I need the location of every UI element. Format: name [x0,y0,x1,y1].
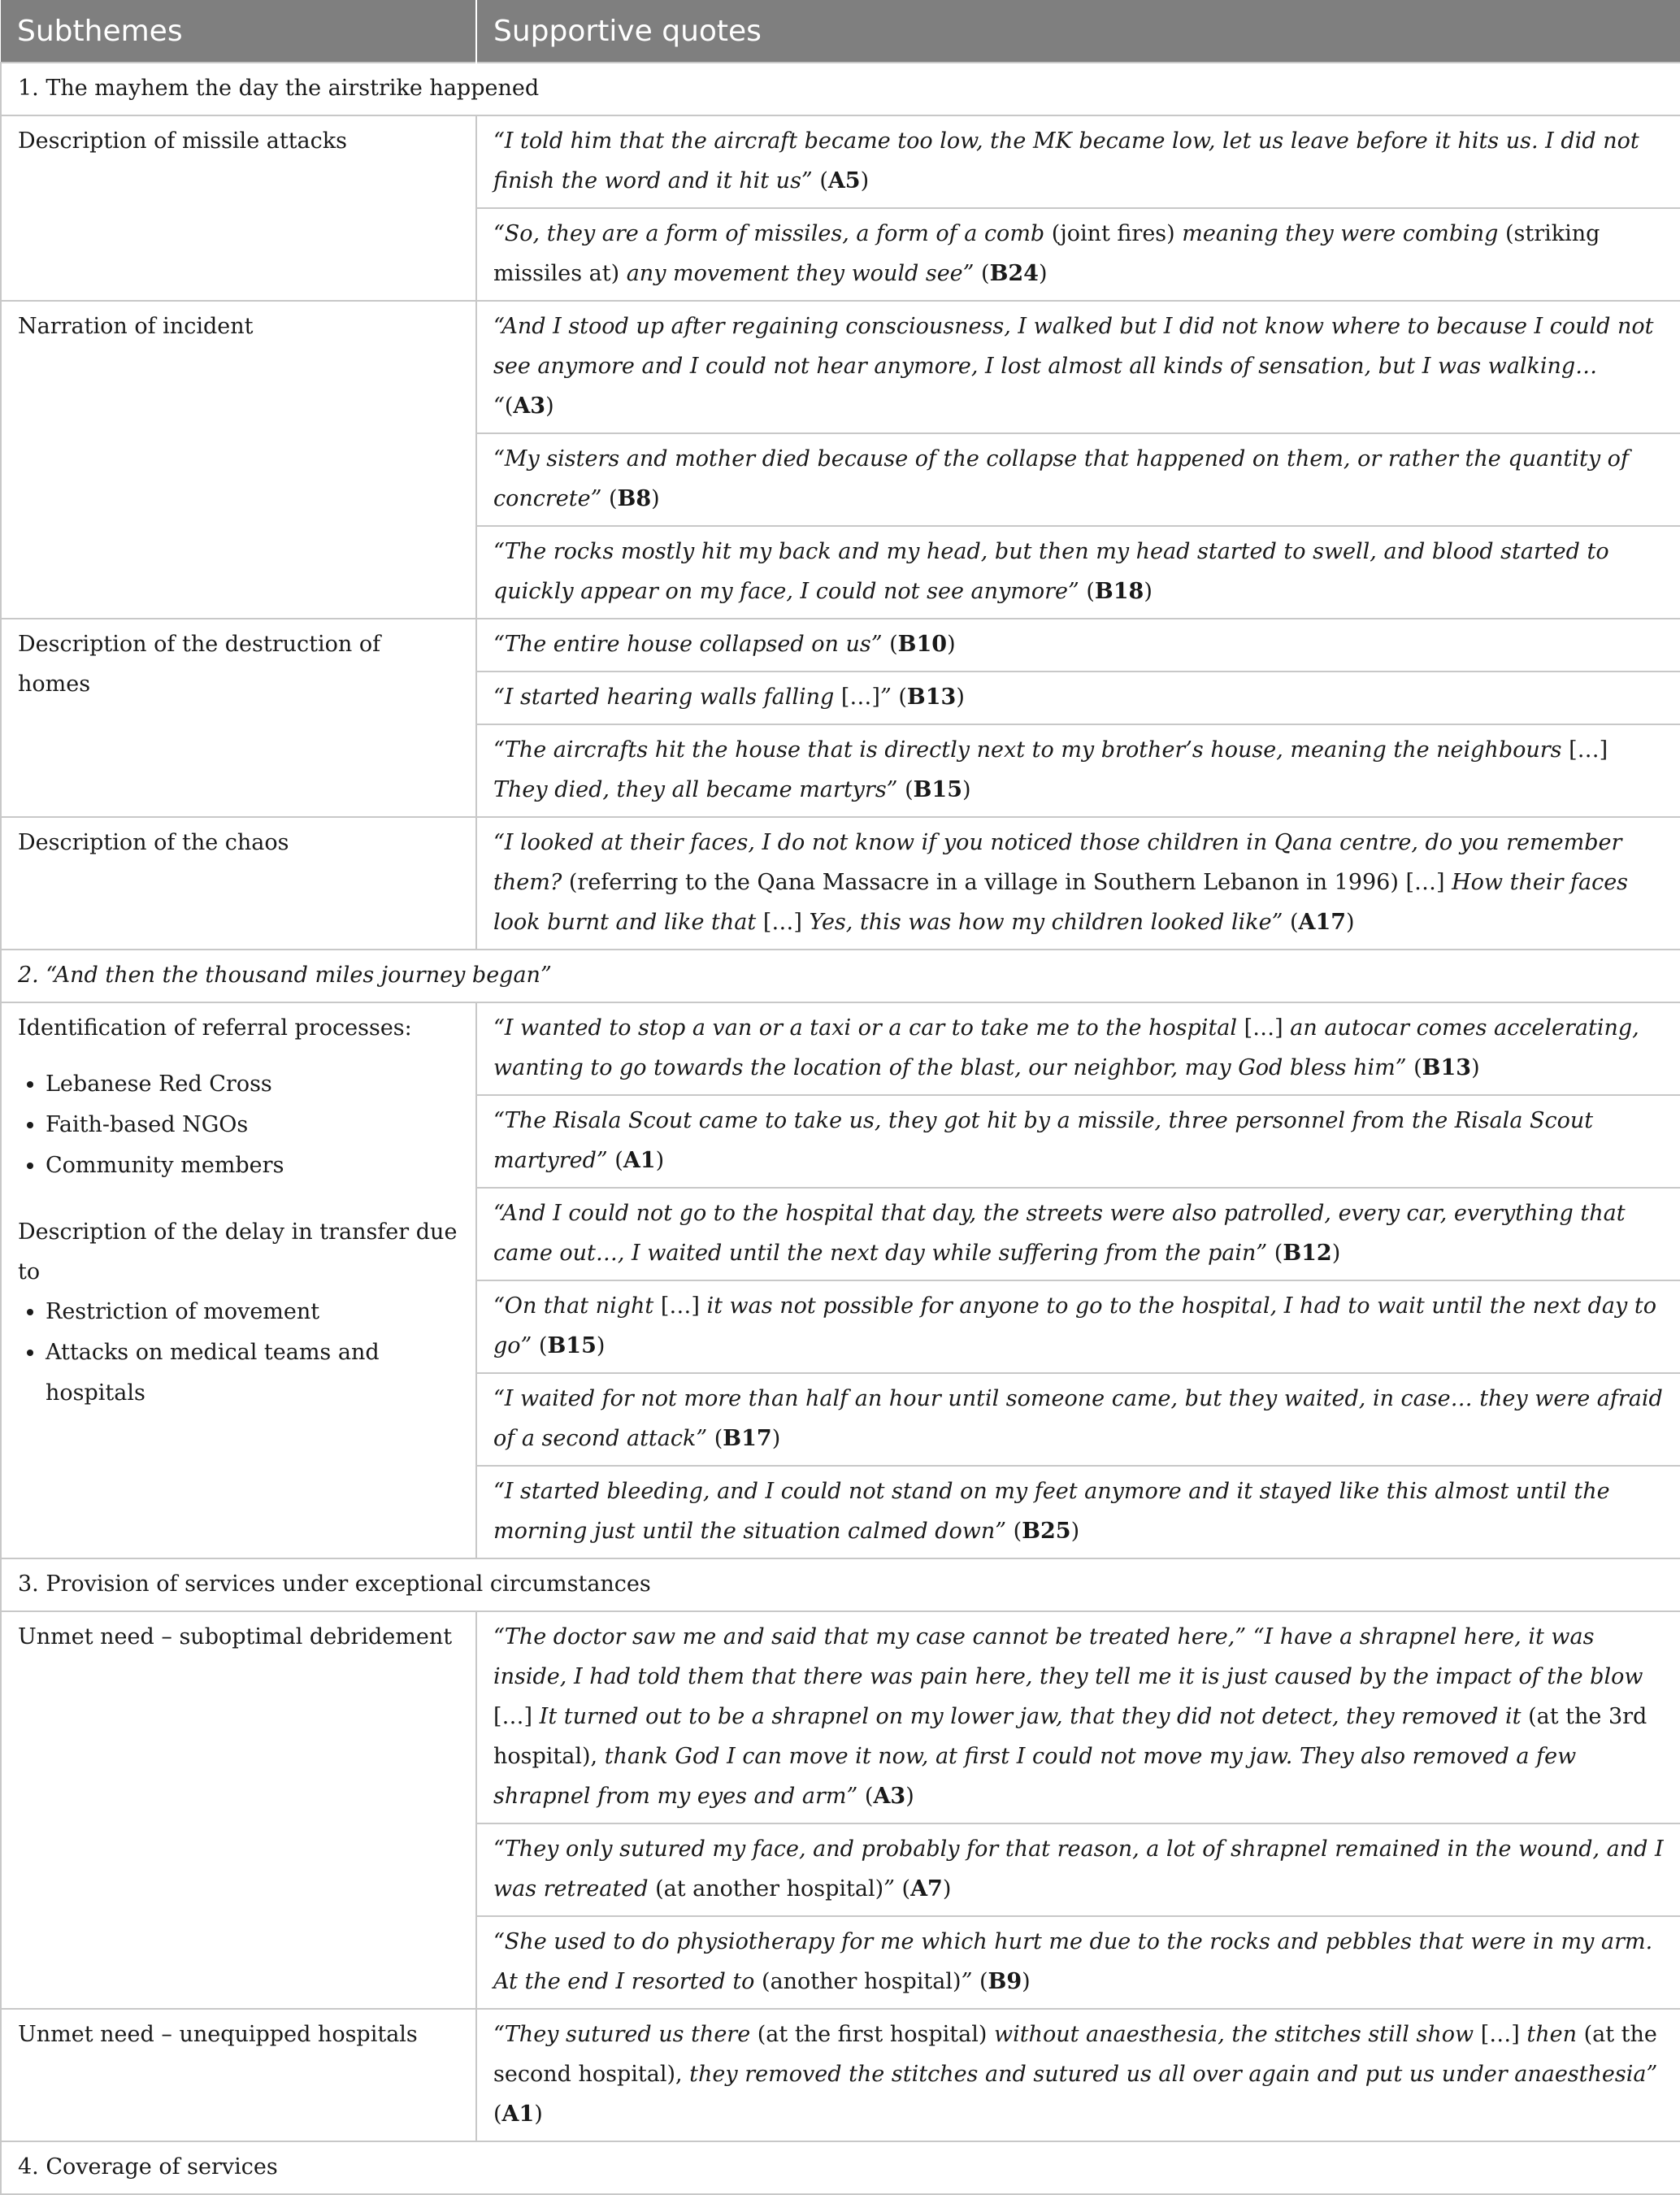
quote-text: “I waited for not more than half an hour until someone came, but they waited, in case… they were afraid of a second attack” [493,1386,1663,1451]
quote-text: They died, they all became martyrs” [493,777,898,802]
subtheme-suboptimal-debridement: Unmet need – suboptimal debridement [1,1611,476,2009]
quote-annotation: (striking missiles at) [493,221,1600,286]
quote-cell: “I wanted to stop a van or a taxi or a car to take me to the hospital […] an autocar comes accelerating, wanting to go towards the location of the blast, our neighbor, may God bless him” (B13) [476,1002,1680,1095]
quote-annotation: […] [1569,737,1608,763]
quote-cell: “I started hearing walls falling […]” (B13) [476,672,1680,724]
header-supportive-quotes: Supportive quotes [476,0,1680,63]
quote-text: “I wanted to stop a van or a taxi or a car to take me to the hospital [493,1015,1244,1041]
table-row [1,115,1680,208]
theme-2-text: 2. “And then the thousand miles journey began” [18,963,552,988]
quote-text: “So, they are a form of missiles, a form of a comb [493,221,1052,246]
participant-code: A1 [623,1148,656,1173]
quote-text: “The aircrafts hit the house that is directly next to my brother’s house, meaning the neighbours [493,737,1569,763]
quote-annotation: […] [1480,2022,1520,2047]
quote-annotation: […] [493,1704,533,1729]
theme-row [1,2141,1680,2194]
participant-code: A5 [827,168,861,193]
participant-code: B12 [1283,1241,1332,1266]
table-row [1,1611,1680,1823]
quote-text: “And I could not go to the hospital that day, the streets were also patrolled, every car, everything that came out…, I waited until the next day while suffering from the pain” [493,1201,1626,1266]
participant-code: B15 [547,1333,597,1358]
participant-code: A3 [873,1784,906,1809]
quote-cell: “So, they are a form of missiles, a form of a comb (joint fires) meaning they were combing (striking missiles at) any movement they would see” (B24) [476,208,1680,301]
theme-row [1,63,1680,115]
participant-code: B24 [989,261,1039,286]
quote-annotation: (at the 3rd hospital), [493,1704,1647,1769]
quote-text: “They sutured us there [493,2022,758,2047]
quote-cell: “I waited for not more than half an hour until someone came, but they waited, in case… they were afraid of a second attack” (B17) [476,1373,1680,1466]
delay-heading: Description of the delay in transfer due to [18,1219,458,1284]
participant-code: B17 [723,1426,772,1451]
subtheme-narration: Narration of incident [1,301,476,619]
theme-3-title: 3. Provision of services under exceptional circumstances [1,1558,1680,1611]
quote-cell: “And I could not go to the hospital that day, the streets were also patrolled, every car, everything that came out…, I waited until the next day while suffering from the pain” (B12) [476,1188,1680,1280]
participant-code: A3 [513,393,546,419]
quote-text: “The Risala Scout came to take us, they got hit by a missile, three personnel from the Risala Scout martyred” [493,1108,1594,1173]
theme-4-title: 4. Coverage of services [1,2141,1680,2194]
quote-text: ” [961,1969,973,1994]
table-row [1,2009,1680,2141]
quote-text: they removed the stitches and sutured us all over again and put us under anaesthesia” [682,2062,1658,2087]
subtheme-destruction: Description of the destruction of homes [1,619,476,817]
quote-annotation: (joint fires) [1051,221,1175,246]
quote-text: “She used to do physiotherapy for me which hurt me due to the rocks and pebbles that were in my arm. At the end I resorted to [493,1929,1653,1994]
quote-cell: “The aircrafts hit the house that is directly next to my brother’s house, meaning the neighbours […] They died, they all became martyrs” (B15) [476,724,1680,817]
quote-annotation: (at the first hospital) [757,2022,988,2047]
participant-code: B25 [1022,1519,1071,1544]
quote-text: “They only sutured my face, and probably for that reason, a lot of shrapnel remained in the wound, and I was retreated [493,1836,1664,1902]
quote-cell: “On that night […] it was not possible for anyone to go to the hospital, I had to wait until the next day to go” (B15) [476,1280,1680,1373]
table-row [1,1002,1680,1095]
quote-cell: “And I stood up after regaining consciousness, I walked but I did not know where to because I could not see anymore and I could not hear anymore, I lost almost all kinds of sensation, but I was walking… “(A3) [476,301,1680,433]
list-item: • Community members [46,1145,459,1186]
subtheme-chaos: Description of the chaos [1,817,476,950]
list-item: • Faith-based NGOs [46,1105,459,1145]
participant-code: A17 [1298,910,1347,935]
quote-annotation: (at the second hospital), [493,2022,1657,2087]
quote-text: then [1519,2022,1584,2047]
quote-cell: “The entire house collapsed on us” (B10) [476,619,1680,672]
quote-cell: “The rocks mostly hit my back and my head, but then my head started to swell, and blood started to quickly appear on my face, I could not see anymore” (B18) [476,526,1680,619]
quote-text: without anaesthesia, the stitches still show [987,2022,1481,2047]
participant-code: B9 [988,1969,1022,1994]
quote-text: “And I stood up after regaining consciousness, I walked but I did not know where to because I could not see anymore and I could not hear anymore, I lost almost all kinds of sensation, but I was walking… “ [493,314,1654,419]
referral-heading: Identification of referral processes: [18,1015,412,1041]
quote-text: “I started hearing walls falling [493,685,841,710]
subtheme-referral-and-delay [1,1002,476,1558]
table-row [1,619,1680,672]
participant-code: B8 [617,486,652,511]
quote-cell: “The Risala Scout came to take us, they got hit by a missile, three personnel from the Risala Scout martyred” (A1) [476,1095,1680,1188]
theme-row [1,1558,1680,1611]
quote-annotation: […] [1244,1015,1283,1041]
quote-text: “On that night [493,1293,661,1319]
table-row [1,817,1680,950]
quote-text: “I told him that the aircraft became too low, the MK became low, let us leave before it hits us. I did not finish the word and it hit us” [493,128,1639,193]
list-item: • Restriction of movement [46,1292,459,1332]
table-row [1,301,1680,433]
quote-text: “My sisters and mother died because of the collapse that happened on them, or rather the quantity of concrete” [493,446,1629,511]
quote-text: any movement they would see” [619,261,975,286]
theme-2-title [1,950,1680,1002]
quote-text: “I started bleeding, and I could not stand on my feet anymore and it stayed like this almost until the morning just until the situation calmed down” [493,1479,1610,1544]
quote-annotation: […] [762,910,810,935]
participant-code: A1 [501,2102,535,2127]
participant-code: A7 [910,1876,943,1902]
quote-cell: “They sutured us there (at the first hospital) without anaesthesia, the stitches still show […] then (at the second hospital), they removed the stitches and sutured us all over again and put us under anaesthesia” (A1) [476,2009,1680,2141]
quote-cell: “I looked at their faces, I do not know if you noticed those children in Qana centre, do you remember them? (referring to the Qana Massacre in a village in Southern Lebanon in 1996) […] How their faces look burnt and like that […] Yes, this was how my children looked like” (A17) [476,817,1680,950]
subtheme-unequipped-hospitals: Unmet need – unequipped hospitals [1,2009,476,2141]
quote-cell: “I started bleeding, and I could not stand on my feet anymore and it stayed like this almost until the morning just until the situation calmed down” (B25) [476,1466,1680,1558]
quote-cell: “They only sutured my face, and probably for that reason, a lot of shrapnel remained in the wound, and I was retreated (at another hospital)” (A7) [476,1823,1680,1916]
quote-annotation: (at another hospital) [655,1876,884,1902]
quote-text: Yes, this was how my children looked like” [809,910,1283,935]
quote-cell: “My sisters and mother died because of the collapse that happened on them, or rather the quantity of concrete” (B8) [476,433,1680,526]
quote-text: “The rocks mostly hit my back and my head, but then my head started to swell, and blood started to quickly appear on my face, I could not see anymore” [493,539,1609,604]
quote-text: “The entire house collapsed on us” [493,632,883,657]
referral-list [18,1064,459,1186]
quote-annotation: […] [840,685,880,710]
quote-text: How their faces look burnt and like that [493,870,1629,935]
quote-text: thank God I can move it now, at first I could not move my jaw. They also removed a few shrapnel from my eyes and arm” [493,1744,1577,1809]
quote-annotation: […] [660,1293,700,1319]
quote-text: It turned out to be a shrapnel on my lower jaw, that they did not detect, they removed it [532,1704,1529,1729]
quote-text: meaning they were combing [1174,221,1506,246]
quote-text: ” [879,685,892,710]
quote-text: ” [883,1876,895,1902]
quote-annotation: (another hospital) [762,1969,962,1994]
subtheme-missile-attacks: Description of missile attacks [1,115,476,301]
theme-1-title: 1. The mayhem the day the airstrike happened [1,63,1680,115]
theme-row [1,950,1680,1002]
list-item: • Lebanese Red Cross [46,1064,459,1105]
quote-text: “The doctor saw me and said that my case cannot be treated here,” “I have a shrapnel here, it was inside, I had told them that there was pain here, they tell me it is just caused by the impact of the blow [493,1624,1643,1689]
quote-text: “I looked at their faces, I do not know if you noticed those children in Qana centre, do you remember them? [493,830,1622,895]
quote-text: an autocar comes accelerating, wanting to go towards the location of the blast, our neighbor, may God bless him” [493,1015,1639,1080]
quote-cell: “She used to do physiotherapy for me which hurt me due to the rocks and pebbles that were in my arm. At the end I resorted to (another hospital)” (B9) [476,1916,1680,2009]
participant-code: B10 [897,632,948,657]
quote-cell: “The doctor saw me and said that my case cannot be treated here,” “I have a shrapnel here, it was inside, I had told them that there was pain here, they tell me it is just caused by the impact of the blow […] It turned out to be a shrapnel on my lower jaw, that they did not detect, they removed it (at the 3rd hospital), thank God I can move it now, at first I could not move my jaw. They also removed a few shrapnel from my eyes and arm” (A3) [476,1611,1680,1823]
header-subthemes: Subthemes [1,0,476,63]
participant-code: B15 [913,777,963,802]
participant-code: B13 [906,685,957,710]
quote-cell: “I told him that the aircraft became too low, the MK became low, let us leave before it hits us. I did not finish the word and it hit us” (A5) [476,115,1680,208]
quote-annotation: (referring to the Qana Massacre in a village in Southern Lebanon in 1996) […] [562,870,1452,895]
delay-list [18,1292,459,1414]
participant-code: B18 [1094,579,1144,604]
table-header-row [1,0,1680,63]
list-item: • Attacks on medical teams and hospitals [46,1332,459,1414]
quote-text: it was not possible for anyone to go to the hospital, I had to wait until the next day to go” [493,1293,1656,1358]
participant-code: B13 [1422,1055,1472,1080]
